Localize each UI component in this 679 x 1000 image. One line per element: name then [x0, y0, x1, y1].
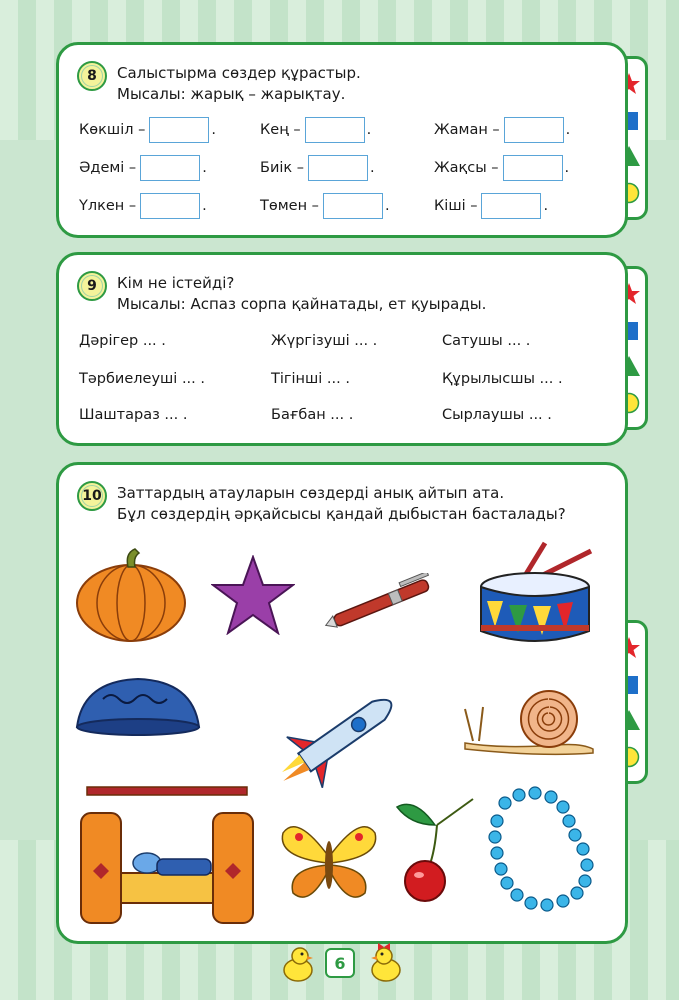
word-label: Жаман –	[434, 122, 500, 138]
answer-box[interactable]	[323, 193, 383, 219]
task-question: Бұл сөздердің әрқайсысы қандай дыбыстан басталады?	[117, 505, 566, 523]
answer-box[interactable]	[140, 155, 200, 181]
profession-item: Тәрбиелеуші ... .	[79, 371, 205, 387]
task-number: 10	[77, 481, 107, 511]
answer-box[interactable]	[503, 155, 563, 181]
drum-picture	[473, 539, 603, 649]
word-label: Кіші –	[434, 198, 478, 214]
chick-icon	[278, 944, 318, 984]
pen-picture	[321, 573, 451, 629]
profession-item: Сатушы ... .	[442, 333, 531, 349]
cradle-picture	[77, 783, 257, 933]
profession-item: Бағбан ... .	[271, 407, 354, 423]
pumpkin-picture	[73, 545, 189, 645]
cherry-picture	[395, 795, 479, 903]
answer-box[interactable]	[149, 117, 209, 143]
word-label: Жақсы –	[434, 160, 499, 176]
word-label: Үлкен –	[79, 198, 137, 214]
skullcap-picture	[73, 673, 203, 741]
profession-item: Жүргізуші ... .	[271, 333, 378, 349]
task-9-card	[56, 252, 628, 446]
butterfly-picture	[277, 813, 381, 909]
answer-box[interactable]	[305, 117, 365, 143]
task-title	[117, 63, 361, 105]
task-example: Мысалы: жарық – жарықтау.	[117, 85, 346, 103]
task-10-card	[56, 462, 628, 944]
word-label: Кең –	[260, 122, 301, 138]
task-number: 8	[77, 61, 107, 91]
chick-with-bow-icon	[366, 942, 408, 984]
task-title	[117, 483, 566, 525]
word-label: Биік –	[260, 160, 305, 176]
task-8-card: 8 Салыстырма сөздер құрастыр. Мысалы: жарық – жарықтау. Көкшіл – . Кең – . Жаман – . Әдемі – . Биік – . Жақсы – . Үлкен – . Төмен – . Кіші – .	[56, 42, 628, 238]
answer-box[interactable]	[504, 117, 564, 143]
profession-item: Дәрігер ... .	[79, 333, 166, 349]
task-instruction: Кім не істейді?	[117, 274, 235, 292]
snail-picture	[461, 679, 599, 757]
task-example: Мысалы: Аспаз сорпа қайнатады, ет қуырады.	[117, 295, 487, 313]
profession-item: Тігінші ... .	[271, 371, 350, 387]
word-label: Төмен –	[260, 198, 319, 214]
profession-item: Сырлаушы ... .	[442, 407, 552, 423]
rocket-picture	[265, 669, 431, 795]
answer-box[interactable]	[308, 155, 368, 181]
task-title	[117, 273, 486, 315]
task-instruction: Салыстырма сөздер құрастыр.	[117, 64, 361, 82]
profession-item: Құрылысшы ... .	[442, 371, 563, 387]
task-number: 9	[77, 271, 107, 301]
page-number: 6	[325, 948, 355, 978]
necklace-picture	[485, 785, 601, 913]
word-label: Көкшіл –	[79, 122, 146, 138]
word-label: Әдемі –	[79, 160, 137, 176]
profession-item: Шаштараз ... .	[79, 407, 188, 423]
task-instruction: Заттардың атауларын сөздерді анық айтып ата.	[117, 484, 505, 502]
answer-box[interactable]	[140, 193, 200, 219]
answer-box[interactable]	[481, 193, 541, 219]
star-picture	[211, 555, 295, 635]
